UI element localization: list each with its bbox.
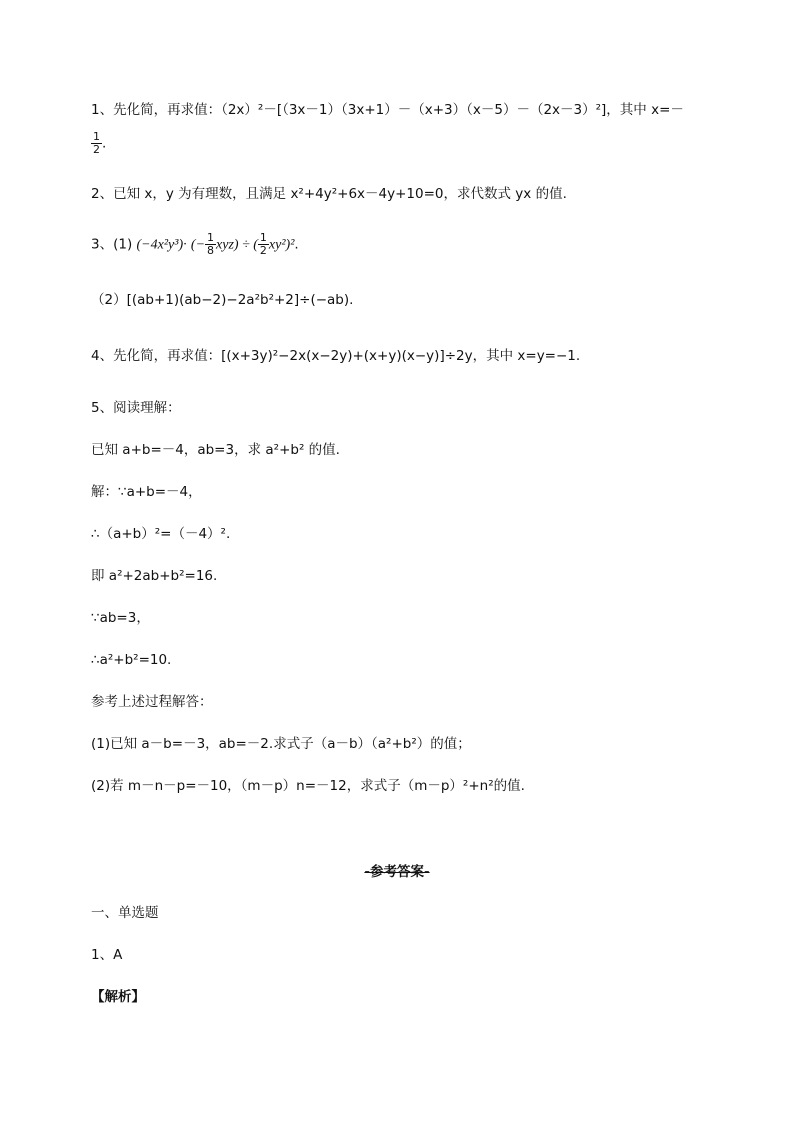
question-3-part-2	[91, 290, 353, 310]
solution-step-1: 解：∵a+b=－4，	[91, 484, 202, 500]
reference-instruction: 参考上述过程解答：	[91, 694, 213, 710]
question-4-text: 4、先化简，再求值：[(x+3y)²−2x(x−2y)+(x+y)(x−y)]÷2y，其中 x=y=−1.	[91, 348, 581, 364]
question-4	[91, 346, 580, 366]
question-1	[91, 100, 684, 120]
fraction-one-half-2: $\frac{1}{2}$	[259, 231, 267, 257]
fraction-one-half: $\frac{1}{2}$	[93, 130, 100, 156]
answers-section-title: 一、单选题	[91, 905, 159, 921]
sub-question-1: (1)已知 a－b=－3，ab=－2.求式子（a－b）（a²+b²）的值；	[91, 736, 471, 752]
solution-step-5: ∴a²+b²=10.	[91, 652, 172, 668]
question-3-part-1: 3、(1) (−4x²y³)· (− $\frac{1}{8}$ xyz) ÷ ( $\frac{1}{2}$ xy²)².	[91, 231, 299, 257]
solution-step-4: ∵ab=3，	[91, 610, 150, 626]
question-2-text: 2、已知 x，y 为有理数，且满足 x²+4y²+6x－4y+10=0，求代数式 yx 的值.	[91, 186, 567, 202]
question-5-title: 5、阅读理解：	[91, 400, 181, 416]
question-1-text: 1、先化简，再求值：（2x）²－[（3x－1）（3x+1）－（x+3）（x－5）－（2x－3）²]，其中 x=－	[91, 102, 684, 118]
question-3-part-2-text: （2）[(ab+1)(ab−2)−2a²b²+2]÷(−ab).	[91, 292, 354, 308]
question-5-given: 已知 a+b=－4，ab=3，求 a²+b² 的值.	[91, 442, 340, 458]
answers-heading: -参考答案-	[364, 864, 430, 880]
question-2	[91, 184, 567, 204]
question-1-fraction-line: $\frac{1}{2}$ .	[93, 130, 107, 156]
solution-step-3: 即 a²+2ab+b²=16.	[91, 568, 218, 584]
fraction-one-eighth: $\frac{1}{8}$	[207, 231, 215, 257]
sub-question-2: (2)若 m－n－p=－10，（m－p）n=－12，求式子（m－p）²+n²的值.	[91, 778, 525, 794]
answer-item-1: 1、A	[91, 947, 123, 963]
solution-step-2: ∴（a+b）²=（－4）².	[91, 526, 231, 542]
analysis-label: 【解析】	[91, 989, 145, 1005]
